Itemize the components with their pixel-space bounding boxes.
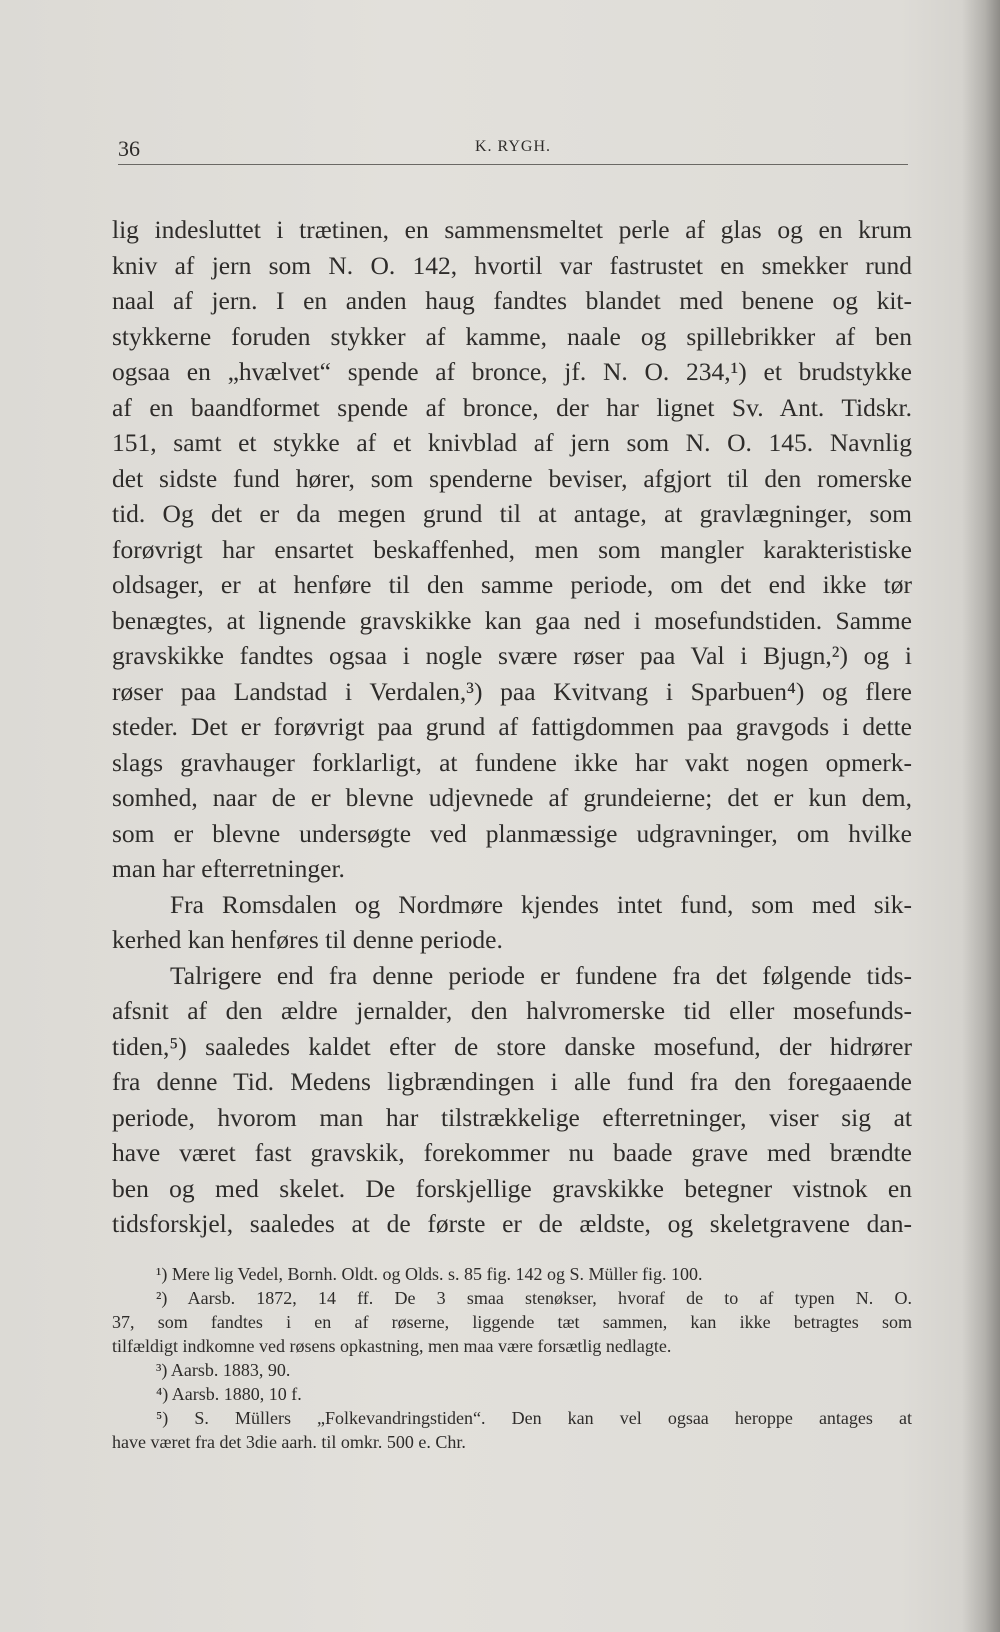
text-line: 151, samt et stykke af et knivblad af jern som N. O. 145. Navnlig bbox=[112, 428, 912, 457]
footnote-line: ⁴) Aarsb. 1880, 10 f. bbox=[156, 1384, 302, 1404]
text-line: stykkerne foruden stykker af kamme, naale og spillebrikker af ben bbox=[112, 321, 912, 351]
page-edge-shadow bbox=[962, 0, 1000, 1632]
text-line: have været fast gravskik, forekommer nu baade grave med brændte bbox=[112, 1138, 912, 1167]
text-line: oldsager, er at henføre til den samme periode, om det end ikke tør bbox=[112, 570, 912, 599]
footnote-line: 37, som fandtes i en af røserne, liggende tæt sammen, kan ikke betragtes som bbox=[112, 1312, 912, 1332]
text-line: af en baandformet spende af bronce, der har lignet Sv. Ant. Tidskr. bbox=[112, 392, 912, 422]
footnote-line: ⁵) S. Müllers „Folkevandringstiden“. Den kan vel ogsaa heroppe antages at bbox=[156, 1408, 912, 1428]
text-line: steder. Det er forøvrigt paa grund af fattigdommen paa gravgods i dette bbox=[112, 712, 912, 741]
footnote-line: ¹) Mere lig Vedel, Bornh. Oldt. og Olds. s. 85 fig. 142 og S. Müller fig. 100. bbox=[156, 1264, 703, 1284]
page-number: 36 bbox=[118, 136, 140, 161]
text-line: tiden,⁵) saaledes kaldet efter de store danske mosefund, der hidrører bbox=[112, 1031, 912, 1061]
footnote-line: tilfældigt indkomne ved røsens opkastning, men maa være forsætlig nedlagte. bbox=[112, 1336, 672, 1356]
text-line: periode, hvorom man har tilstrækkelige efterretninger, viser sig at bbox=[112, 1102, 912, 1132]
text-line: somhed, naar de er blevne udjevnede af grundeierne; det er kun dem, bbox=[112, 783, 912, 812]
text-line: afsnit af den ældre jernalder, den halvromerske tid eller mosefunds- bbox=[112, 996, 912, 1025]
text-line: kniv af jern som N. O. 142, hvortil var fastrustet en smekker rund bbox=[112, 250, 912, 280]
text-line: Talrigere end fra denne periode er fundene fra det følgende tids- bbox=[170, 960, 912, 990]
text-line: fra denne Tid. Medens ligbrændingen i alle fund fra den foregaaende bbox=[112, 1067, 912, 1096]
text-line: gravskikke fandtes ogsaa i nogle svære røser paa Val i Bjugn,²) og i bbox=[112, 641, 912, 670]
text-line: kerhed kan henføres til denne periode. bbox=[112, 925, 503, 954]
text-line: Fra Romsdalen og Nordmøre kjendes intet fund, som med sik- bbox=[170, 889, 912, 919]
text-line: lig indesluttet i trætinen, en sammensmeltet perle af glas og en krum bbox=[112, 215, 912, 244]
running-head: K. RYGH. bbox=[474, 138, 551, 155]
text-line: tidsforskjel, saaledes at de første er de ældste, og skeletgravene dan- bbox=[112, 1209, 912, 1238]
text-line: benægtes, at lignende gravskikke kan gaa ned i mosefundstiden. Samme bbox=[112, 605, 912, 635]
page-header bbox=[118, 130, 908, 165]
text-line: slags gravhauger forklarligt, at fundene ikke har vakt nogen opmerk- bbox=[112, 747, 912, 777]
text-line: røser paa Landstad i Verdalen,³) paa Kvitvang i Sparbuen⁴) og flere bbox=[112, 676, 912, 706]
text-line: som er blevne undersøgte ved planmæssige udgravninger, om hvilke bbox=[112, 818, 912, 848]
text-line: ogsaa en „hvælvet“ spende af bronce, jf. N. O. 234,¹) et brudstykke bbox=[112, 357, 912, 386]
footnote-line: ²) Aarsb. 1872, 14 ff. De 3 smaa stenøkser, hvoraf de to af typen N. O. bbox=[156, 1288, 912, 1308]
body-text bbox=[112, 212, 912, 1242]
footnote-line: ³) Aarsb. 1883, 90. bbox=[156, 1360, 291, 1380]
footnote-line: have været fra det 3die aarh. til omkr. 500 e. Chr. bbox=[112, 1432, 466, 1452]
text-line: naal af jern. I en anden haug fandtes blandet med benene og kit- bbox=[112, 286, 912, 315]
text-line: man har efterretninger. bbox=[112, 854, 345, 883]
text-line: forøvrigt har ensartet beskaffenhed, men som mangler karakteristiske bbox=[112, 534, 912, 564]
text-line: det sidste fund hører, som spenderne beviser, afgjort til den romerske bbox=[112, 463, 912, 493]
text-line: ben og med skelet. De forskjellige gravskikke betegner vistnok en bbox=[112, 1173, 912, 1203]
text-line: tid. Og det er da megen grund til at antage, at gravlægninger, som bbox=[112, 499, 912, 528]
footnotes bbox=[112, 1262, 912, 1454]
